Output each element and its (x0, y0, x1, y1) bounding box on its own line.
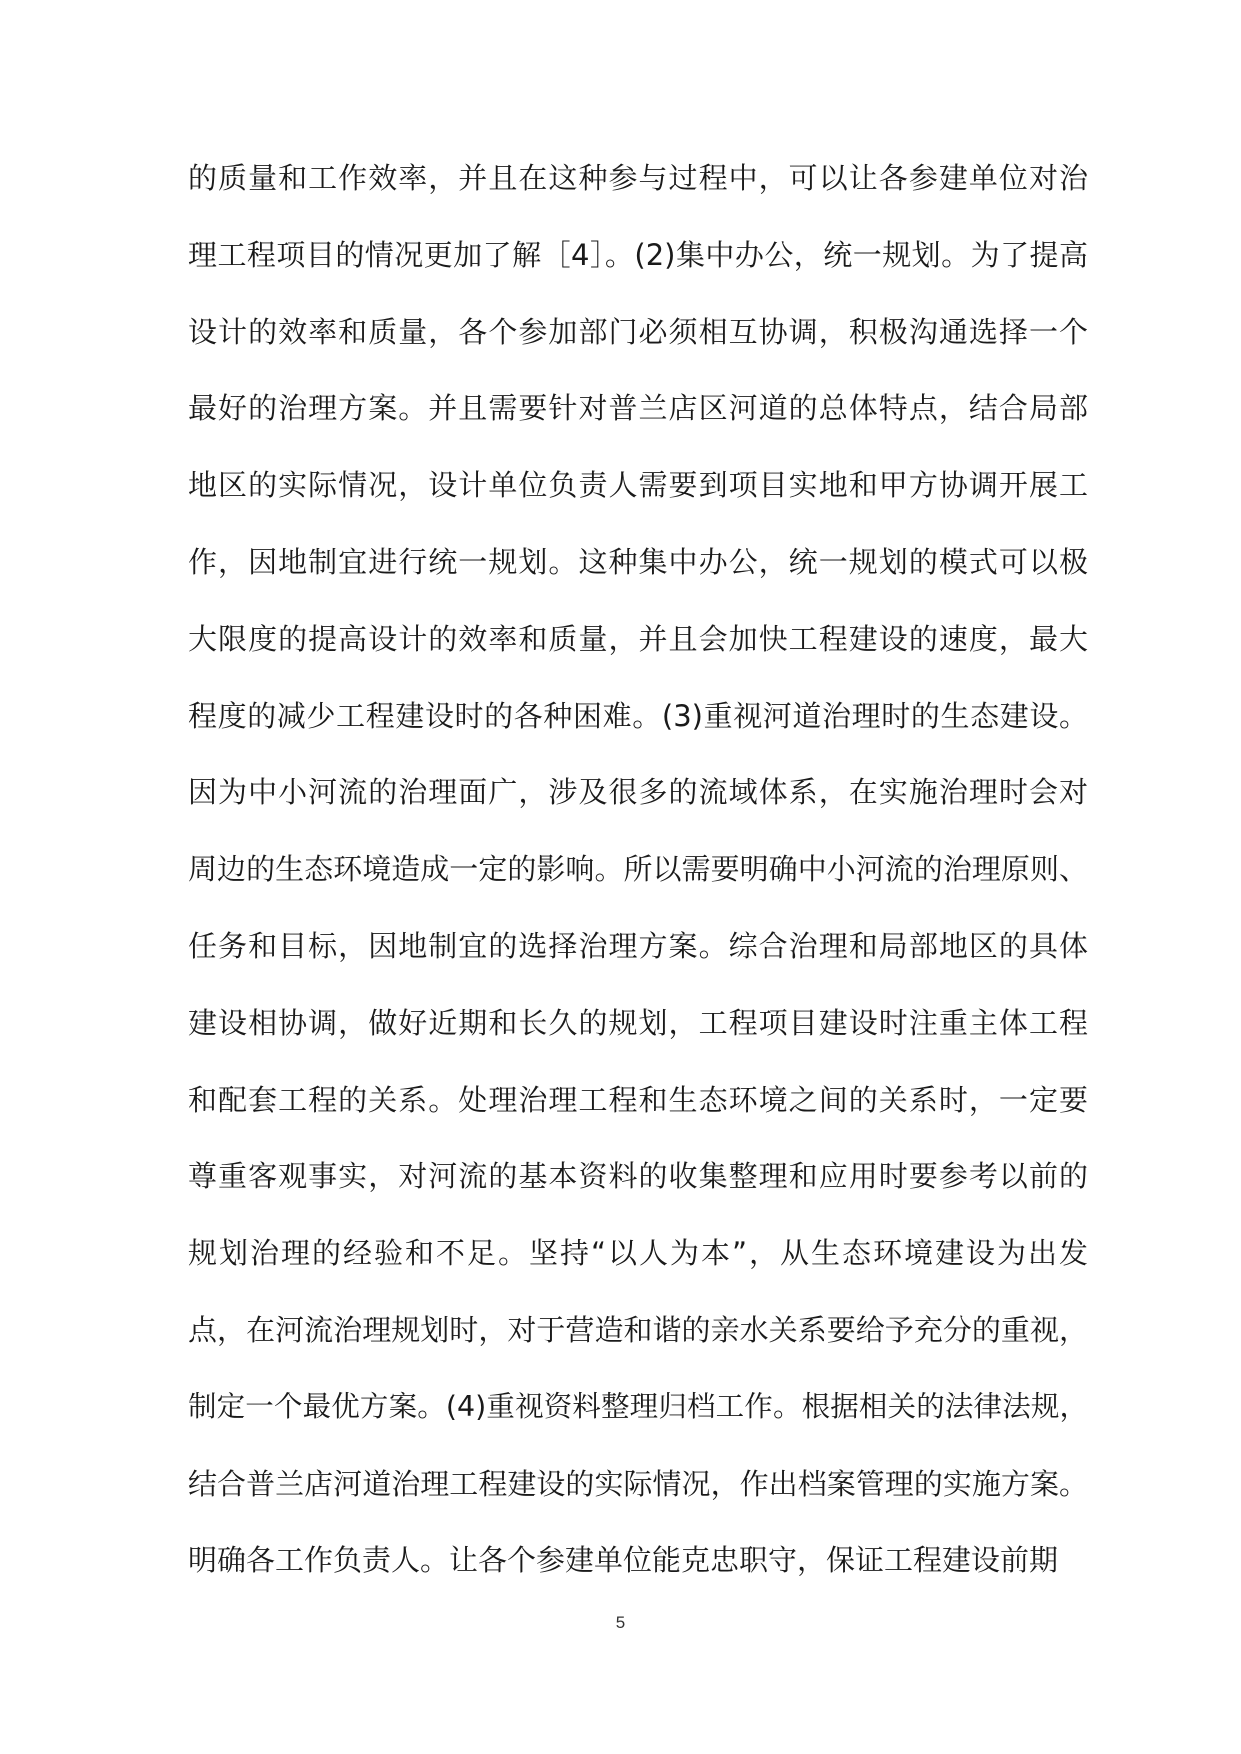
text-line: 的质量和工作效率，并且在这种参与过程中，可以让各参建单位对治 (188, 161, 1088, 195)
text-line: 尊重客观事实，对河流的基本资料的收集整理和应用时要参考以前的 (188, 1159, 1088, 1194)
text-line: 结合普兰店河道治理工程建设的实际情况，作出档案管理的实施方案。 (188, 1466, 1088, 1501)
text-line: 大限度的提高设计的效率和质量，并且会加快工程建设的速度，最大 (188, 621, 1088, 656)
text-line: 作，因地制宜进行统一规划。这种集中办公，统一规划的模式可以极 (188, 544, 1088, 579)
text-line: 最好的治理方案。并且需要针对普兰店区河道的总体特点，结合局部 (188, 391, 1088, 426)
text-line: 和配套工程的关系。处理治理工程和生态环境之间的关系时，一定要 (188, 1082, 1088, 1117)
text-line: 任务和目标，因地制宜的选择治理方案。综合治理和局部地区的具体 (188, 928, 1088, 963)
text-line: 规划治理的经验和不足。坚持“以人为本”，从生态环境建设为出发 (188, 1236, 1088, 1271)
text-line: 地区的实际情况，设计单位负责人需要到项目实地和甲方协调开展工 (188, 468, 1088, 503)
body-text (188, 140, 1088, 1599)
text-line: 理工程项目的情况更加了解［4］。(2)集中办公，统一规划。为了提高 (188, 237, 1088, 272)
text-line: 点，在河流治理规划时，对于营造和谐的亲水关系要给予充分的重视， (188, 1312, 1088, 1347)
page-number: 5 (615, 1613, 626, 1632)
text-line: 明确各工作负责人。让各个参建单位能克忠职守，保证工程建设前期 (188, 1543, 1059, 1578)
text-line: 因为中小河流的治理面广，涉及很多的流域体系，在实施治理时会对 (188, 775, 1088, 810)
text-line: 周边的生态环境造成一定的影响。所以需要明确中小河流的治理原则、 (188, 852, 1088, 887)
text-line: 设计的效率和质量，各个参加部门必须相互协调，积极沟通选择一个 (188, 314, 1088, 349)
text-line: 制定一个最优方案。(4)重视资料整理归档工作。根据相关的法律法规， (188, 1389, 1088, 1423)
text-line: 程度的减少工程建设时的各种困难。(3)重视河道治理时的生态建设。 (188, 698, 1088, 733)
text-line: 建设相协调，做好近期和长久的规划，工程项目建设时注重主体工程 (188, 1005, 1088, 1040)
